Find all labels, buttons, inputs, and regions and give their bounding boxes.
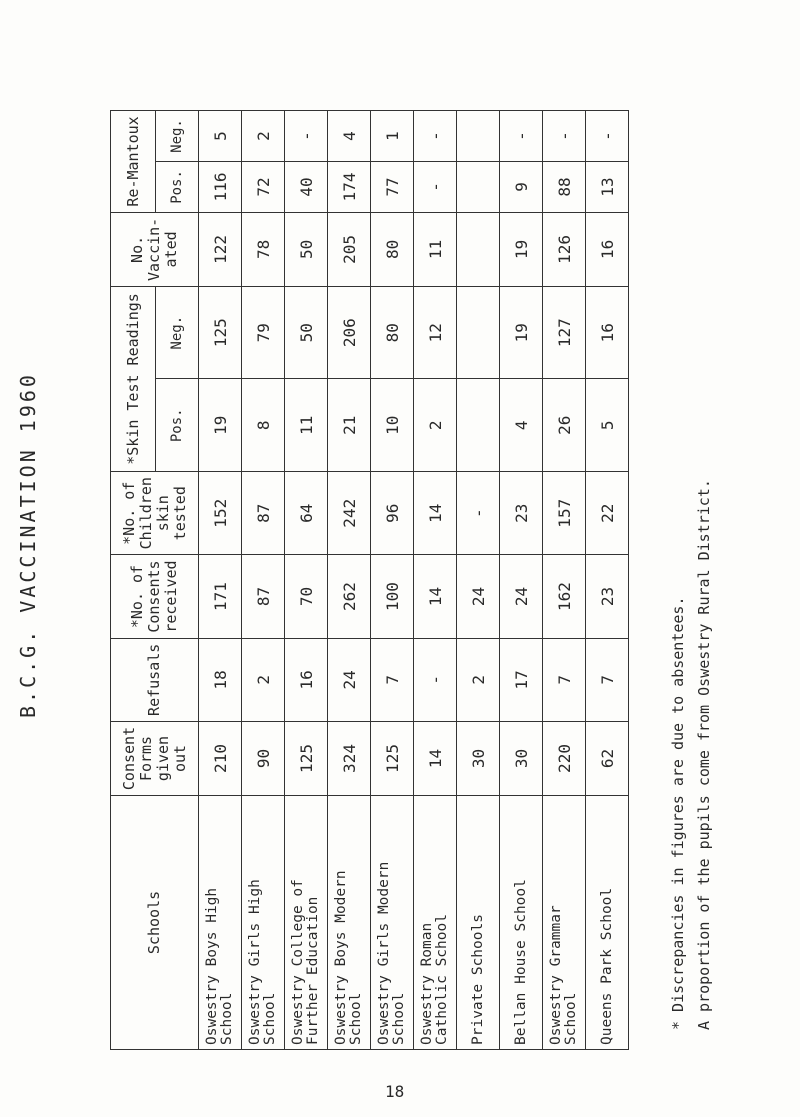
remantoux-neg-cell: - — [543, 111, 586, 162]
remantoux-pos-cell: 88 — [543, 161, 586, 212]
remantoux-neg-cell: - — [285, 111, 328, 162]
vaccinated-cell: 16 — [586, 212, 629, 286]
consents-cell: 100 — [371, 555, 414, 638]
header-remantoux-pos: Pos. — [156, 161, 199, 212]
tested-cell: 152 — [199, 472, 242, 555]
table-row — [414, 111, 457, 1050]
skin-neg-cell: 12 — [414, 286, 457, 379]
footnote-discrepancies: * Discrepancies in figures are due to absentees. — [669, 596, 687, 1030]
consents-cell: 23 — [586, 555, 629, 638]
refusals-cell: 17 — [500, 638, 543, 721]
skin-pos-cell: 4 — [500, 379, 543, 472]
header-remantoux: Re-Mantoux — [111, 111, 156, 213]
consents-cell: 14 — [414, 555, 457, 638]
table-row — [500, 111, 543, 1050]
vaccinated-cell: 126 — [543, 212, 586, 286]
remantoux-neg-cell: 5 — [199, 111, 242, 162]
remantoux-pos-cell — [457, 161, 500, 212]
remantoux-neg-cell — [457, 111, 500, 162]
remantoux-neg-cell: 4 — [328, 111, 371, 162]
vaccinated-cell: 11 — [414, 212, 457, 286]
tested-cell: 96 — [371, 472, 414, 555]
footnote-rural-district: A proportion of the pupils come from Oswestry Rural District. — [695, 479, 713, 1030]
consents-cell: 87 — [242, 555, 285, 638]
header-skin-neg: Neg. — [156, 286, 199, 379]
skin-neg-cell: 206 — [328, 286, 371, 379]
table-row — [285, 111, 328, 1050]
skin-pos-cell: 8 — [242, 379, 285, 472]
remantoux-pos-cell: 116 — [199, 161, 242, 212]
refusals-cell: 7 — [586, 638, 629, 721]
tested-cell: 64 — [285, 472, 328, 555]
consents-cell: 262 — [328, 555, 371, 638]
school-name: Oswestry Girls High School — [242, 796, 285, 1050]
skin-pos-cell: 11 — [285, 379, 328, 472]
skin-neg-cell: 125 — [199, 286, 242, 379]
table-row — [199, 111, 242, 1050]
footnotes — [665, 479, 717, 1030]
tested-cell: 242 — [328, 472, 371, 555]
consents-cell: 24 — [500, 555, 543, 638]
tested-cell: 157 — [543, 472, 586, 555]
skin-neg-cell: 16 — [586, 286, 629, 379]
table-row — [371, 111, 414, 1050]
refusals-cell: 2 — [457, 638, 500, 721]
consents-cell: 171 — [199, 555, 242, 638]
skin-pos-cell: 5 — [586, 379, 629, 472]
remantoux-pos-cell: 9 — [500, 161, 543, 212]
skin-pos-cell: 2 — [414, 379, 457, 472]
tested-cell: 87 — [242, 472, 285, 555]
school-name: Private Schools — [457, 796, 500, 1050]
vaccinated-cell: 122 — [199, 212, 242, 286]
tested-cell: 14 — [414, 472, 457, 555]
vaccinated-cell: 78 — [242, 212, 285, 286]
tested-cell: - — [457, 472, 500, 555]
table-row — [242, 111, 285, 1050]
skin-neg-cell: 19 — [500, 286, 543, 379]
table-row — [543, 111, 586, 1050]
consents-cell: 70 — [285, 555, 328, 638]
skin-neg-cell: 127 — [543, 286, 586, 379]
skin-pos-cell: 26 — [543, 379, 586, 472]
skin-pos-cell — [457, 379, 500, 472]
refusals-cell: 7 — [371, 638, 414, 721]
table-row — [457, 111, 500, 1050]
remantoux-pos-cell: 77 — [371, 161, 414, 212]
forms-cell: 210 — [199, 721, 242, 795]
forms-cell: 125 — [371, 721, 414, 795]
vaccinated-cell: 80 — [371, 212, 414, 286]
school-name: Oswestry Grammar School — [543, 796, 586, 1050]
forms-cell: 220 — [543, 721, 586, 795]
rotated-page — [0, 40, 760, 1050]
refusals-cell: - — [414, 638, 457, 721]
school-name: Oswestry Roman Catholic School — [414, 796, 457, 1050]
remantoux-neg-cell: - — [500, 111, 543, 162]
header-skin-pos: Pos. — [156, 379, 199, 472]
consents-cell: 162 — [543, 555, 586, 638]
header-consents: *No. of Consents received — [111, 555, 199, 638]
remantoux-pos-cell: 174 — [328, 161, 371, 212]
header-schools: Schools — [111, 796, 199, 1050]
remantoux-neg-cell: 1 — [371, 111, 414, 162]
tested-cell: 22 — [586, 472, 629, 555]
remantoux-pos-cell: - — [414, 161, 457, 212]
vaccinated-cell — [457, 212, 500, 286]
forms-cell: 125 — [285, 721, 328, 795]
skin-neg-cell: 79 — [242, 286, 285, 379]
school-name: Oswestry Girls Modern School — [371, 796, 414, 1050]
page-title: B.C.G. VACCINATION 1960 — [16, 372, 40, 718]
remantoux-neg-cell: 2 — [242, 111, 285, 162]
forms-cell: 30 — [500, 721, 543, 795]
remantoux-pos-cell: 13 — [586, 161, 629, 212]
school-name: Oswestry Boys Modern School — [328, 796, 371, 1050]
skin-pos-cell: 10 — [371, 379, 414, 472]
remantoux-pos-cell: 40 — [285, 161, 328, 212]
school-name: Oswestry College of Further Education — [285, 796, 328, 1050]
table-row — [586, 111, 629, 1050]
forms-cell: 90 — [242, 721, 285, 795]
header-children-tested: *No. of Children skin tested — [111, 472, 199, 555]
refusals-cell: 2 — [242, 638, 285, 721]
refusals-cell: 7 — [543, 638, 586, 721]
remantoux-neg-cell: - — [586, 111, 629, 162]
forms-cell: 30 — [457, 721, 500, 795]
header-refusals: Refusals — [111, 638, 199, 721]
skin-neg-cell — [457, 286, 500, 379]
header-vaccinated: No. Vaccin- ated — [111, 212, 199, 286]
table-row — [328, 111, 371, 1050]
vaccination-table — [110, 110, 629, 1050]
vaccinated-cell: 19 — [500, 212, 543, 286]
header-skin-test: *Skin Test Readings — [111, 286, 156, 471]
forms-cell: 62 — [586, 721, 629, 795]
skin-pos-cell: 19 — [199, 379, 242, 472]
header-remantoux-neg: Neg. — [156, 111, 199, 162]
forms-cell: 14 — [414, 721, 457, 795]
refusals-cell: 16 — [285, 638, 328, 721]
tested-cell: 23 — [500, 472, 543, 555]
refusals-cell: 24 — [328, 638, 371, 721]
consents-cell: 24 — [457, 555, 500, 638]
header-consent-forms: Consent Forms given out — [111, 721, 199, 795]
remantoux-pos-cell: 72 — [242, 161, 285, 212]
page-number: 18 — [385, 1082, 405, 1101]
school-name: Bellan House School — [500, 796, 543, 1050]
remantoux-neg-cell: - — [414, 111, 457, 162]
skin-neg-cell: 50 — [285, 286, 328, 379]
forms-cell: 324 — [328, 721, 371, 795]
vaccinated-cell: 205 — [328, 212, 371, 286]
skin-neg-cell: 80 — [371, 286, 414, 379]
school-name: Oswestry Boys High School — [199, 796, 242, 1050]
school-name: Queens Park School — [586, 796, 629, 1050]
refusals-cell: 18 — [199, 638, 242, 721]
skin-pos-cell: 21 — [328, 379, 371, 472]
vaccinated-cell: 50 — [285, 212, 328, 286]
